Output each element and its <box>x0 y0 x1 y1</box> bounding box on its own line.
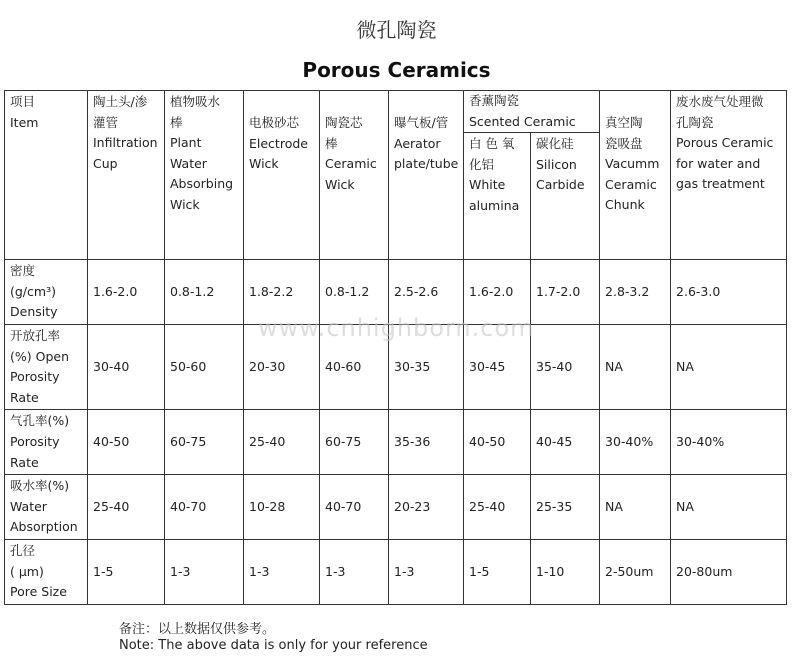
header-infiltration-cup: 陶土头/渗 灌管 Infiltration Cup <box>88 91 165 260</box>
porous-ceramics-spec-table <box>4 90 787 605</box>
table-cell: 1-3 <box>244 539 320 604</box>
table-cell: 40-70 <box>320 475 389 540</box>
table-cell: 40-50 <box>88 410 165 475</box>
table-cell: 1.6-2.0 <box>464 260 531 325</box>
table-cell: NA <box>671 324 787 409</box>
header-white-alumina: 白 色 氧 化铝 White alumina <box>464 133 531 260</box>
table-cell: NA <box>600 475 671 540</box>
table-cell: 30-35 <box>389 324 464 409</box>
table-cell: 1.6-2.0 <box>88 260 165 325</box>
table-cell: 20-23 <box>389 475 464 540</box>
table-row <box>5 324 787 409</box>
row-label: 气孔率(%) Porosity Rate <box>5 410 88 475</box>
table-cell: 40-70 <box>165 475 244 540</box>
table-cell: 30-45 <box>464 324 531 409</box>
table-cell: 40-45 <box>531 410 600 475</box>
table-cell: 1-10 <box>531 539 600 604</box>
table-row <box>5 410 787 475</box>
note-english: Note: The above data is only for your reference <box>119 638 428 653</box>
page-title-english: Porous Ceramics <box>302 58 491 82</box>
table-row <box>5 539 787 604</box>
header-plant-water-wick: 植物吸水 棒 Plant Water Absorbing Wick <box>165 91 244 260</box>
header-vacuum-chunk: 真空陶 瓷吸盘 Vacumm Ceramic Chunk <box>600 91 671 260</box>
header-aerator: 曝气板/管 Aerator plate/tube <box>389 91 464 260</box>
header-water-gas-treatment: 废水废气处理微 孔陶瓷 Porous Ceramic for water and gas treatment <box>671 91 787 260</box>
table-cell: 50-60 <box>165 324 244 409</box>
table-cell: 60-75 <box>320 410 389 475</box>
table-cell: 25-40 <box>464 475 531 540</box>
table-cell: 1-3 <box>165 539 244 604</box>
table-cell: 1-3 <box>389 539 464 604</box>
table-cell: 10-28 <box>244 475 320 540</box>
table-cell: 35-36 <box>389 410 464 475</box>
table-cell: 40-60 <box>320 324 389 409</box>
table-cell: 20-80um <box>671 539 787 604</box>
table-cell: 30-40 <box>88 324 165 409</box>
table-cell: 30-40% <box>671 410 787 475</box>
table-cell: NA <box>671 475 787 540</box>
table-cell: 20-30 <box>244 324 320 409</box>
table-cell: 35-40 <box>531 324 600 409</box>
row-label: 吸水率(%) Water Absorption <box>5 475 88 540</box>
note-chinese: 备注：以上数据仅供参考。 <box>119 622 276 637</box>
row-label: 孔径 ( μm) Pore Size <box>5 539 88 604</box>
table-cell: 30-40% <box>600 410 671 475</box>
row-label: 开放孔率 (%) Open Porosity Rate <box>5 324 88 409</box>
table-cell: 1.8-2.2 <box>244 260 320 325</box>
table-cell: 2-50um <box>600 539 671 604</box>
header-silicon-carbide: 碳化硅 Silicon Carbide <box>531 133 600 260</box>
header-item: 项目 Item <box>5 91 88 260</box>
table-cell: 2.6-3.0 <box>671 260 787 325</box>
table-cell: 40-50 <box>464 410 531 475</box>
header-electrode-wick: 电极砂芯 Electrode Wick <box>244 91 320 260</box>
table-cell: 1-5 <box>88 539 165 604</box>
row-label: 密度 (g/cm³) Density <box>5 260 88 325</box>
header-scented-ceramic: 香薰陶瓷 Scented Ceramic <box>464 91 600 133</box>
header-row <box>5 91 787 133</box>
page-title-chinese: 微孔陶瓷 <box>356 18 437 42</box>
table-cell: NA <box>600 324 671 409</box>
table-cell: 25-40 <box>244 410 320 475</box>
table-cell: 0.8-1.2 <box>165 260 244 325</box>
table-cell: 0.8-1.2 <box>320 260 389 325</box>
table-row <box>5 475 787 540</box>
table-cell: 25-40 <box>88 475 165 540</box>
table-cell: 2.8-3.2 <box>600 260 671 325</box>
header-ceramic-wick: 陶瓷芯 棒 Ceramic Wick <box>320 91 389 260</box>
table-cell: 60-75 <box>165 410 244 475</box>
table-cell: 25-35 <box>531 475 600 540</box>
table-cell: 1.7-2.0 <box>531 260 600 325</box>
table-row <box>5 260 787 325</box>
table-cell: 2.5-2.6 <box>389 260 464 325</box>
table-cell: 1-3 <box>320 539 389 604</box>
table-cell: 1-5 <box>464 539 531 604</box>
watermark: www.cnhighborn.com <box>258 314 535 342</box>
